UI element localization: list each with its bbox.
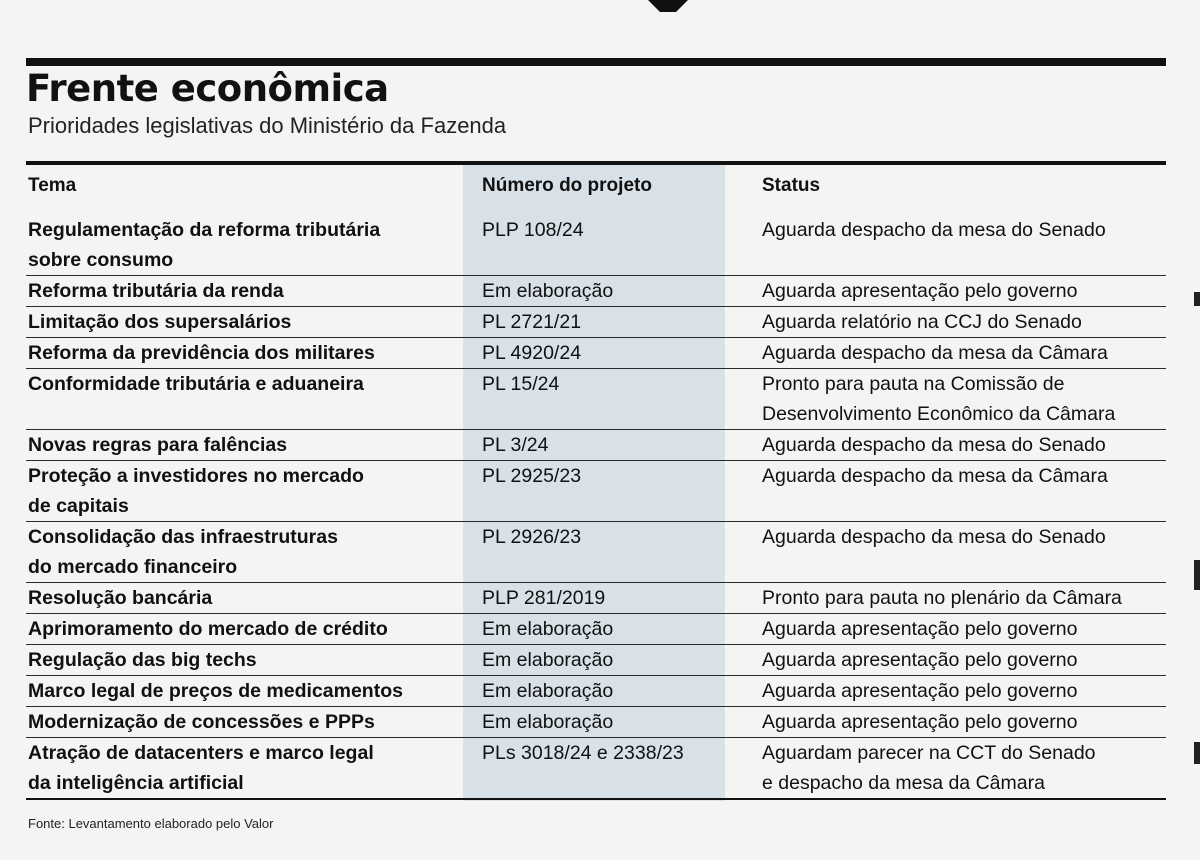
- cell-tema: [26, 461, 463, 521]
- cell-tema: [26, 369, 463, 429]
- cell-status-line: Aguarda despacho da mesa da Câmara: [762, 465, 1108, 487]
- cell-tema-line: Conformidade tributária e aduaneira: [28, 373, 364, 395]
- cell-tema-line: Reforma tributária da renda: [28, 280, 284, 302]
- cell-tema: [26, 738, 463, 798]
- cell-status-line: Aguarda apresentação pelo governo: [762, 618, 1078, 640]
- cell-status: [762, 369, 1166, 429]
- cell-tema-line: sobre consumo: [28, 249, 174, 271]
- edge-mark: [1194, 742, 1200, 764]
- table-header: [26, 165, 1166, 203]
- cell-status-line: Aguarda despacho da mesa da Câmara: [762, 342, 1108, 364]
- table-row: [26, 676, 1166, 707]
- cell-tema-line: da inteligência artificial: [28, 772, 244, 794]
- table-row: [26, 707, 1166, 738]
- cell-status: [762, 215, 1166, 275]
- cell-numero: PL 2925/23: [482, 465, 582, 487]
- cell-numero: Em elaboração: [482, 711, 614, 733]
- cell-status-line: Aguarda apresentação pelo governo: [762, 280, 1078, 302]
- cell-tema-line: Proteção a investidores no mercado: [28, 465, 364, 487]
- cell-numero: PL 2926/23: [482, 526, 582, 548]
- header-status: Status: [762, 175, 821, 196]
- cell-tema: [26, 522, 463, 582]
- cell-numero: PL 3/24: [482, 434, 549, 456]
- table-row: [26, 430, 1166, 461]
- cell-status-line: Aguarda apresentação pelo governo: [762, 680, 1078, 702]
- cell-numero: PL 4920/24: [482, 342, 582, 364]
- cell-numero: PLP 108/24: [482, 219, 584, 241]
- cell-status: [762, 738, 1166, 798]
- cell-tema: [26, 707, 463, 737]
- cell-numero: PL 15/24: [482, 373, 560, 395]
- cell-status-line: Aguarda apresentação pelo governo: [762, 649, 1078, 671]
- cell-numero: Em elaboração: [482, 680, 614, 702]
- cell-status: [762, 338, 1166, 368]
- cell-status: [762, 307, 1166, 337]
- table-row: [26, 738, 1166, 800]
- cell-numero: PLs 3018/24 e 2338/23: [482, 742, 684, 764]
- cell-status: [762, 430, 1166, 460]
- cell-tema: [26, 645, 463, 675]
- cell-tema: [26, 338, 463, 368]
- cell-status-line: Desenvolvimento Econômico da Câmara: [762, 403, 1116, 425]
- cell-status-line: Pronto para pauta na Comissão de: [762, 373, 1065, 395]
- cell-status-line: Aguarda despacho da mesa do Senado: [762, 526, 1106, 548]
- cell-numero: Em elaboração: [482, 618, 614, 640]
- table-row: [26, 645, 1166, 676]
- cell-tema-line: Atração de datacenters e marco legal: [28, 742, 374, 764]
- cell-tema: [26, 614, 463, 644]
- table-row: [26, 338, 1166, 369]
- table-row: [26, 614, 1166, 645]
- header-tema: Tema: [28, 175, 77, 196]
- cell-tema-line: Resolução bancária: [28, 587, 213, 609]
- table-row: [26, 461, 1166, 522]
- cell-status-line: Aguarda relatório na CCJ do Senado: [762, 311, 1082, 333]
- table-row: [26, 583, 1166, 614]
- edge-mark: [1194, 292, 1200, 306]
- cell-tema: [26, 307, 463, 337]
- cell-tema: [26, 676, 463, 706]
- table-row: [26, 203, 1166, 276]
- cell-tema-line: Reforma da previdência dos militares: [28, 342, 375, 364]
- legislative-table: [26, 165, 1166, 800]
- cell-status-line: Pronto para pauta no plenário da Câmara: [762, 587, 1122, 609]
- cell-tema-line: Marco legal de preços de medicamentos: [28, 680, 403, 702]
- table-row: [26, 522, 1166, 583]
- table-row: [26, 276, 1166, 307]
- cell-status: [762, 583, 1166, 613]
- table-row: [26, 369, 1166, 430]
- cell-tema-line: Limitação dos supersalários: [28, 311, 292, 333]
- header-numero: Número do projeto: [482, 175, 652, 196]
- cell-status: [762, 676, 1166, 706]
- top-rule: [26, 58, 1166, 66]
- cell-status-line: e despacho da mesa da Câmara: [762, 772, 1045, 794]
- cell-tema: [26, 276, 463, 306]
- table-row: [26, 307, 1166, 338]
- top-crop-mark: [648, 0, 688, 12]
- cell-tema-line: do mercado financeiro: [28, 556, 238, 578]
- cell-tema: [26, 583, 463, 613]
- cell-tema: [26, 215, 463, 275]
- cell-tema-line: Aprimoramento do mercado de crédito: [28, 618, 388, 640]
- cell-tema-line: Regulação das big techs: [28, 649, 257, 671]
- cell-status-line: Aguarda despacho da mesa do Senado: [762, 219, 1106, 241]
- page-subtitle: Prioridades legislativas do Ministério da Fazenda: [28, 113, 507, 138]
- cell-status: [762, 522, 1166, 582]
- cell-tema: [26, 430, 463, 460]
- cell-status: [762, 461, 1166, 521]
- cell-tema-line: de capitais: [28, 495, 129, 517]
- cell-status-line: Aguarda apresentação pelo governo: [762, 711, 1078, 733]
- cell-status-line: Aguarda despacho da mesa do Senado: [762, 434, 1106, 456]
- cell-status: [762, 645, 1166, 675]
- cell-tema-line: Modernização de concessões e PPPs: [28, 711, 375, 733]
- cell-status: [762, 707, 1166, 737]
- cell-numero: PL 2721/21: [482, 311, 582, 333]
- cell-status: [762, 276, 1166, 306]
- cell-numero: Em elaboração: [482, 649, 614, 671]
- cell-status: [762, 614, 1166, 644]
- page-title: Frente econômica: [26, 67, 389, 110]
- cell-tema-line: Regulamentação da reforma tributária: [28, 219, 381, 241]
- edge-mark: [1194, 560, 1200, 590]
- cell-numero: Em elaboração: [482, 280, 614, 302]
- cell-numero: PLP 281/2019: [482, 587, 606, 609]
- table-body: [26, 203, 1166, 800]
- source-note: Fonte: Levantamento elaborado pelo Valor: [28, 816, 274, 831]
- cell-status-line: Aguardam parecer na CCT do Senado: [762, 742, 1096, 764]
- cell-tema-line: Novas regras para falências: [28, 434, 288, 456]
- cell-tema-line: Consolidação das infraestruturas: [28, 526, 338, 548]
